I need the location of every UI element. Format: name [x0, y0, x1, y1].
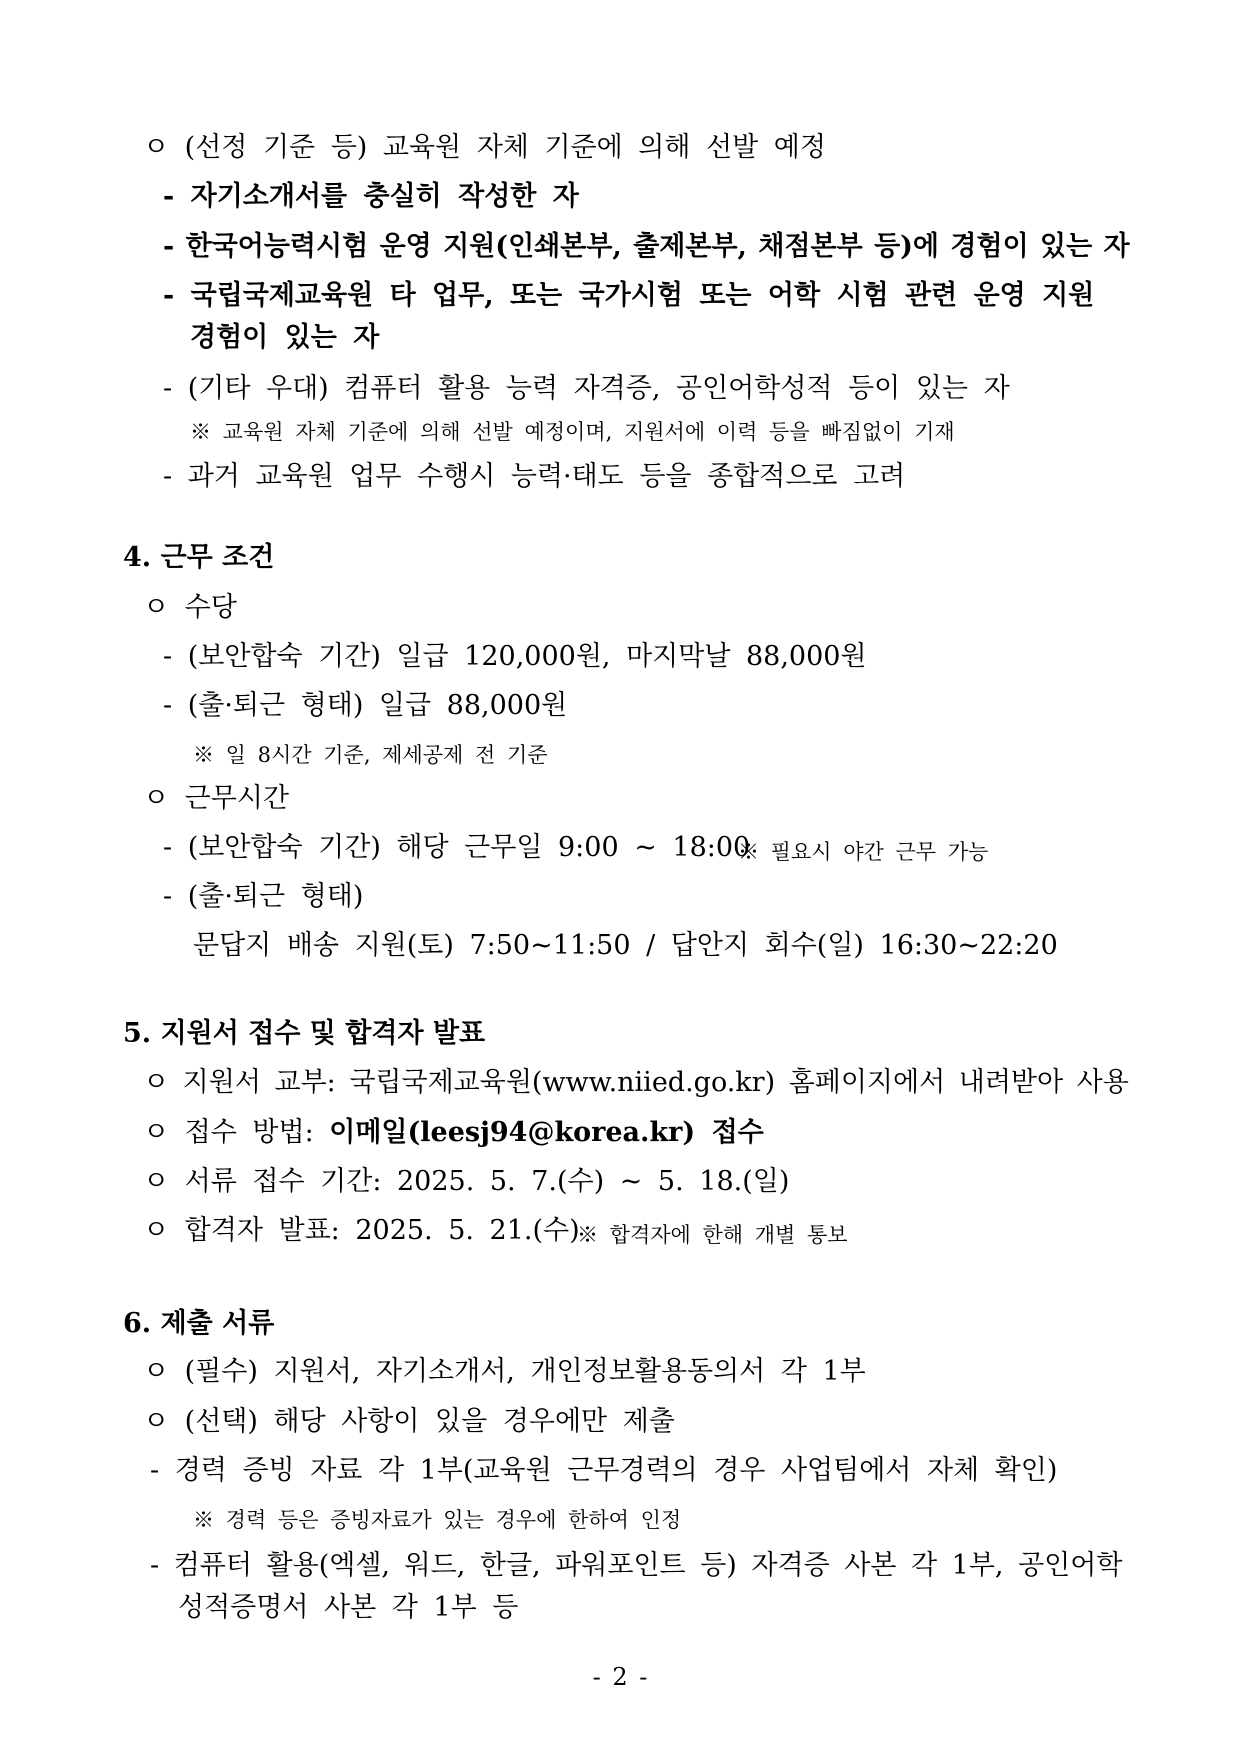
documents-optional: ㅇ (선택) 해당 사항이 있을 경우에만 제출 [143, 1406, 675, 1437]
allowance-commute: - (출·퇴근 형태) 일급 88,000원 [163, 690, 568, 721]
section-heading-application: 5. 지원서 접수 및 합격자 발표 [123, 1018, 486, 1049]
section-heading-work-conditions: 4. 근무 조건 [123, 542, 275, 573]
work-hours-lodging: - (보안합숙 기간) 해당 근무일 9:00 ~ 18:00 [163, 832, 751, 863]
documents-computer-cert-line1: - 컴퓨터 활용(엑셀, 워드, 한글, 파워포인트 등) 자격증 사본 각 1부, 공인어학 [150, 1550, 1123, 1581]
selection-item-niied-experience-line2: 경험이 있는 자 [190, 322, 380, 353]
allowance-title: ㅇ 수당 [143, 592, 237, 623]
selection-item-past-performance: - 과거 교육원 업무 수행시 능력·태도 등을 종합적으로 고려 [163, 461, 906, 492]
application-method-email: 이메일(leesj94@korea.kr) 접수 [329, 1117, 764, 1148]
documents-career-note: ※ 경력 등은 증빙자료가 있는 경우에 한하여 인정 [193, 1508, 682, 1532]
selection-item-topik-experience: - 한국어능력시험 운영 지원(인쇄본부, 출제본부, 채점본부 등)에 경험이 있는 자 [163, 231, 1130, 262]
documents-required: ㅇ (필수) 지원서, 자기소개서, 개인정보활용동의서 각 1부 [143, 1356, 866, 1387]
application-method [143, 1116, 764, 1150]
selection-item-preferred: - (기타 우대) 컴퓨터 활용 능력 자격증, 공인어학성적 등이 있는 자 [163, 373, 1010, 404]
allowance-note: ※ 일 8시간 기준, 제세공제 전 기준 [193, 743, 548, 767]
section-heading-documents: 6. 제출 서류 [123, 1308, 275, 1339]
selection-item-self-intro: - 자기소개서를 충실히 작성한 자 [163, 181, 579, 212]
result-announcement-note: ※ 합격자에 한해 개별 통보 [577, 1223, 848, 1247]
application-form-source: ㅇ 지원서 교부: 국립국제교육원(www.niied.go.kr) 홈페이지에서 내려받아 사용 [143, 1067, 1129, 1098]
application-method-label: ㅇ 접수 방법: [143, 1117, 330, 1148]
work-hours-title: ㅇ 근무시간 [143, 783, 289, 814]
application-period: ㅇ 서류 접수 기간: 2025. 5. 7.(수) ~ 5. 18.(일) [143, 1166, 790, 1197]
work-hours-lodging-note: ※ 필요시 야간 근무 가능 [738, 840, 989, 864]
work-hours-commute: - (출·퇴근 형태) [163, 881, 364, 912]
work-hours-commute-detail: 문답지 배송 지원(토) 7:50~11:50 / 답안지 회수(일) 16:30~22:20 [193, 930, 1058, 961]
documents-career-proof: - 경력 증빙 자료 각 1부(교육원 근무경력의 경우 사업팀에서 자체 확인) [150, 1455, 1058, 1486]
selection-criteria: ㅇ (선정 기준 등) 교육원 자체 기준에 의해 선발 예정 [143, 132, 826, 163]
allowance-lodging: - (보안합숙 기간) 일급 120,000원, 마지막날 88,000원 [163, 641, 867, 672]
selection-note: ※ 교육원 자체 기준에 의해 선발 예정이며, 지원서에 이력 등을 빠짐없이 기재 [190, 420, 955, 444]
page-number: - 2 - [592, 1663, 648, 1691]
documents-computer-cert-line2: 성적증명서 사본 각 1부 등 [178, 1592, 519, 1623]
selection-item-niied-experience-line1: - 국립국제교육원 타 업무, 또는 국가시험 또는 어학 시험 관련 운영 지원 [163, 280, 1095, 311]
result-announcement: ㅇ 합격자 발표: 2025. 5. 21.(수) [143, 1215, 580, 1246]
